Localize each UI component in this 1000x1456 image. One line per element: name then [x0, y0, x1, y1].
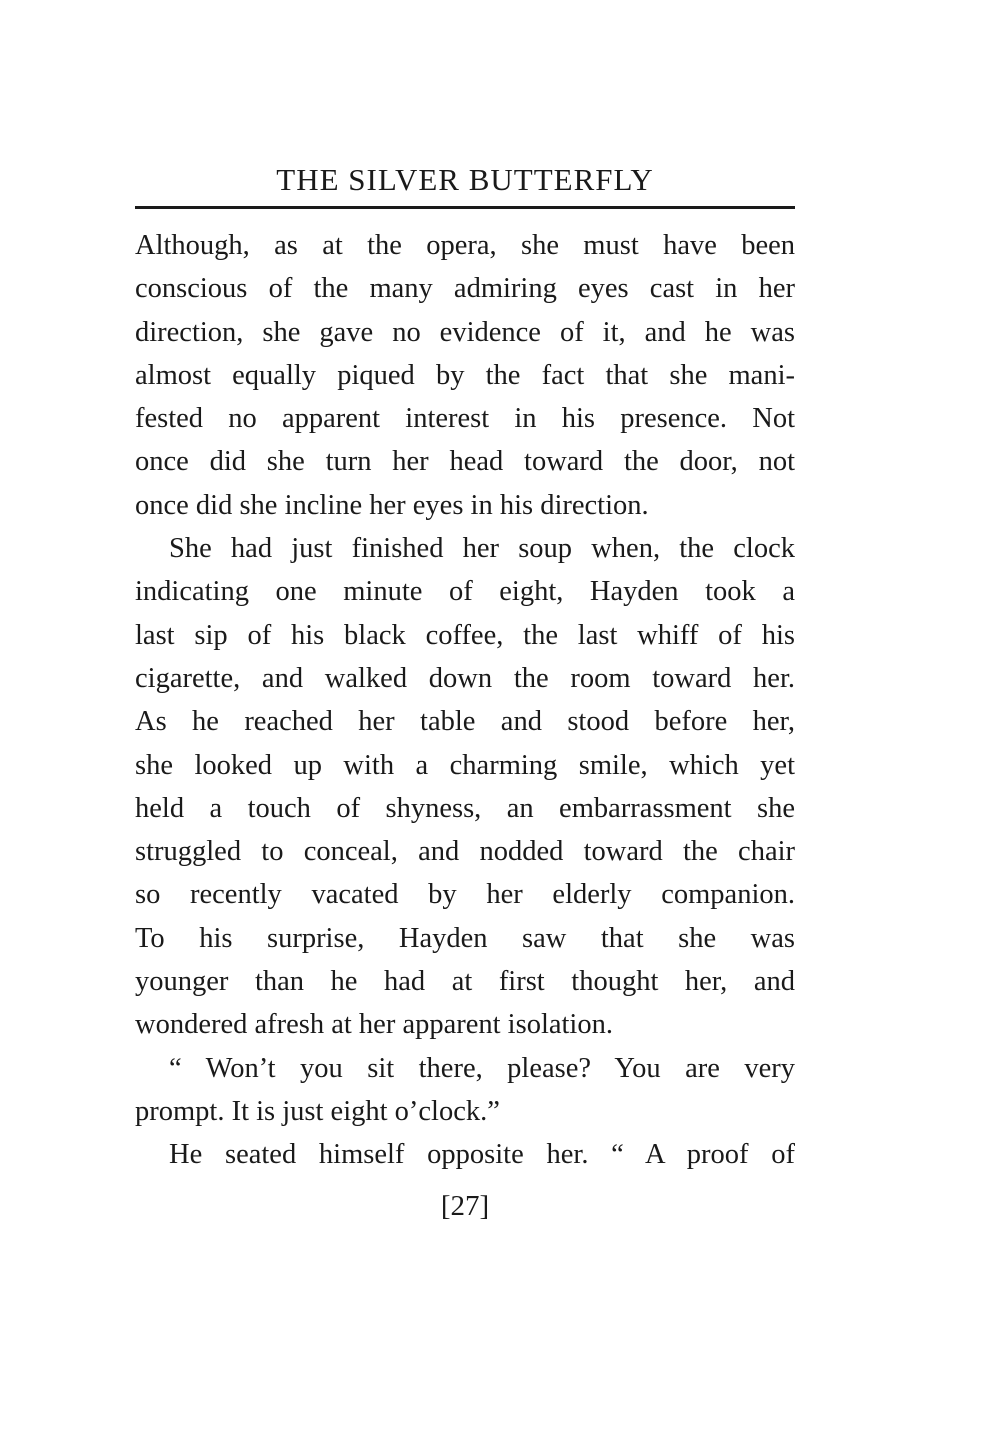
text-line: conscious of the many admiring eyes cast in her [135, 273, 795, 305]
text-line: direction, she gave no evidence of it, and he was [135, 316, 795, 348]
text-line: struggled to conceal, and nodded toward the chair [135, 836, 795, 868]
header-rule [135, 206, 795, 209]
text-line: wondered afresh at her apparent isolation. [135, 1009, 613, 1041]
text-line: cigarette, and walked down the room toward her. [135, 662, 795, 694]
text-line: once did she incline her eyes in his direction. [135, 489, 649, 521]
text-line: held a touch of shyness, an embarrassment she [135, 792, 795, 824]
text-line: last sip of his black coffee, the last whiff of his [135, 619, 795, 651]
text-line: younger than he had at first thought her, and [135, 966, 795, 998]
text-line: To his surprise, Hayden saw that she was [135, 922, 795, 954]
text-line: As he reached her table and stood before her, [135, 706, 795, 738]
text-line: She had just finished her soup when, the clock [169, 533, 795, 565]
text-line: “ Won’t you sit there, please? You are very [169, 1052, 795, 1084]
text-line: she looked up with a charming smile, which yet [135, 749, 795, 781]
text-line: indicating one minute of eight, Hayden took a [135, 576, 795, 608]
text-line: prompt. It is just eight o’clock.” [135, 1095, 500, 1127]
text-line: He seated himself opposite her. “ A proof of [169, 1139, 795, 1171]
running-head: THE SILVER BUTTERFLY [276, 162, 654, 197]
text-line: Although, as at the opera, she must have been [135, 230, 795, 261]
body-text [135, 224, 795, 1177]
text-line: once did she turn her head toward the door, not [135, 446, 795, 478]
page-number: [27] [440, 1190, 490, 1222]
text-line: fested no apparent interest in his presence. Not [135, 403, 795, 435]
text-line: almost equally piqued by the fact that she mani- [135, 359, 795, 391]
text-line: so recently vacated by her elderly companion. [135, 879, 795, 911]
